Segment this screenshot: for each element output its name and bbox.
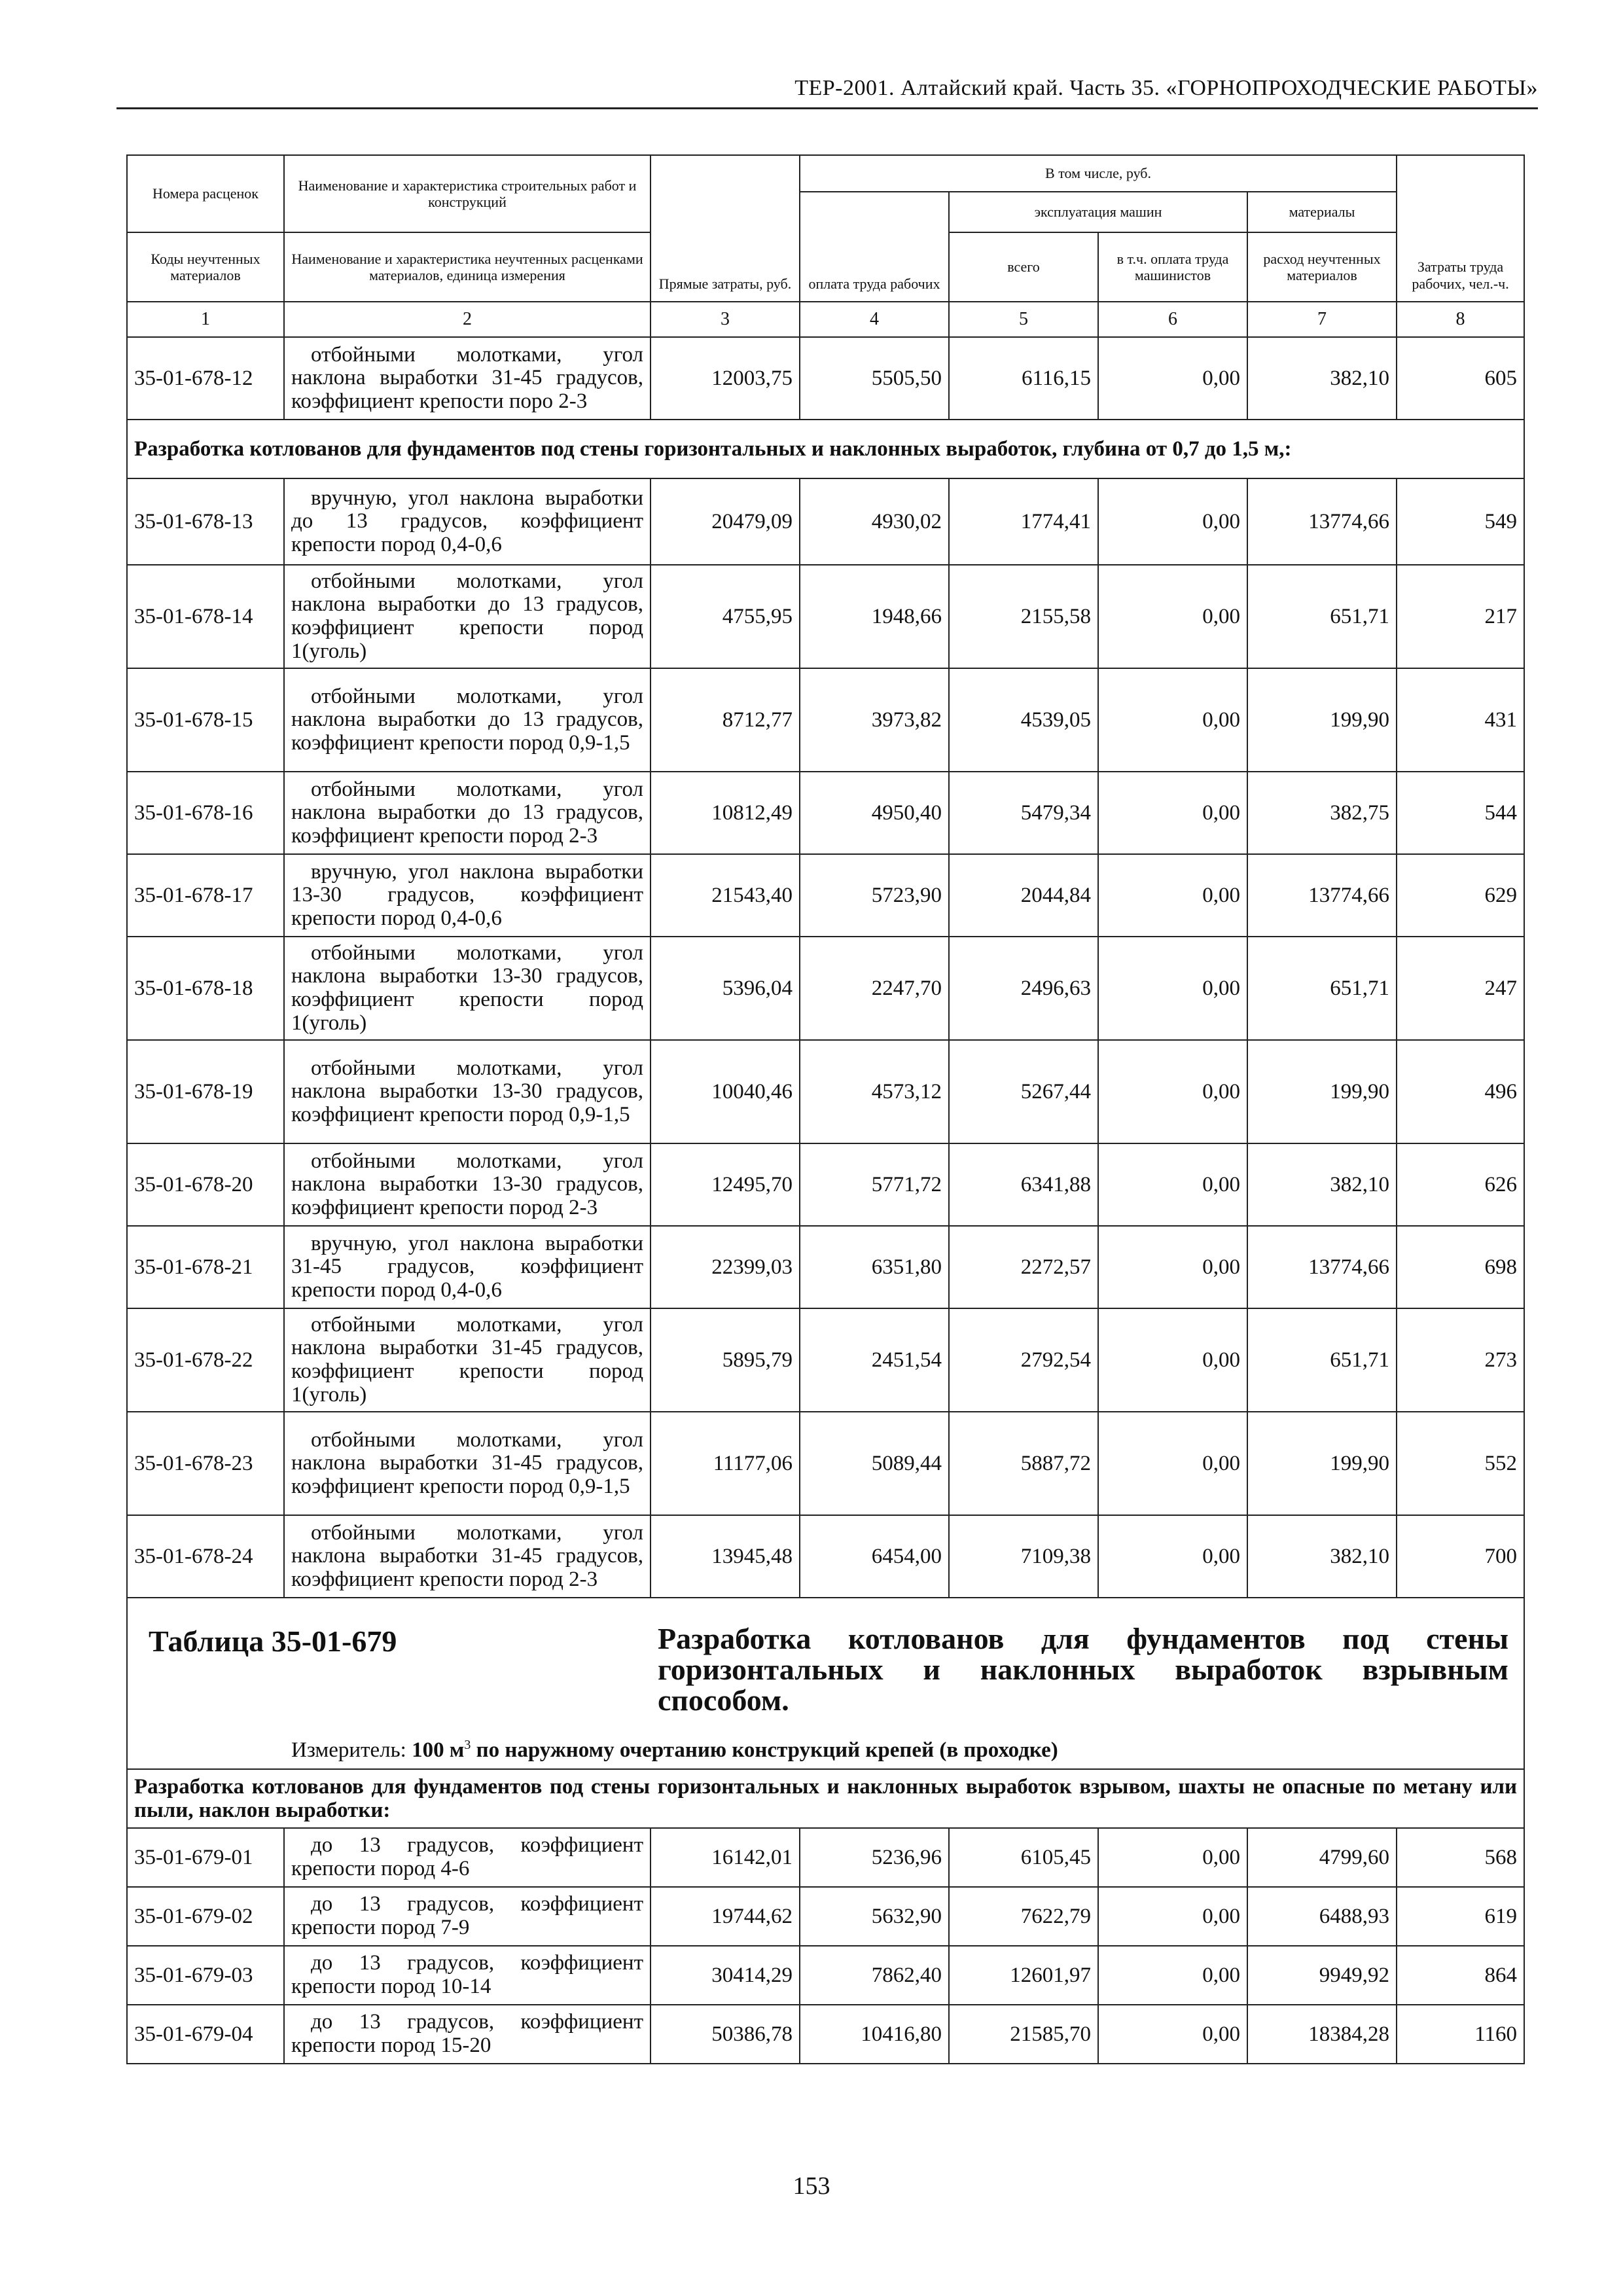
direct-costs: 5895,79 xyxy=(651,1308,800,1412)
operator-wages: 0,00 xyxy=(1098,854,1247,937)
materials-cost: 651,71 xyxy=(1247,1308,1397,1412)
page-number: 153 xyxy=(793,2172,830,2200)
work-description xyxy=(284,937,651,1040)
work-description xyxy=(284,854,651,937)
work-description-text: отбойными молотками, угол наклона выработки до 13 градусов, коэффициент крепости пород 1(уголь) xyxy=(291,569,643,663)
work-description-text: до 13 градусов, коэффициент крепости пород 4-6 xyxy=(291,1833,643,1880)
table-row xyxy=(127,2005,1524,2064)
header-col6: в т.ч. оплата труда машинистов xyxy=(1098,232,1247,302)
labor-wages: 10416,80 xyxy=(800,2005,949,2064)
rate-code: 35-01-678-12 xyxy=(127,337,284,420)
materials-cost: 382,10 xyxy=(1247,1515,1397,1598)
direct-costs: 12495,70 xyxy=(651,1143,800,1226)
column-number: 7 xyxy=(1247,302,1397,337)
operator-wages: 0,00 xyxy=(1098,1040,1247,1143)
running-head-rule xyxy=(116,69,1538,109)
table-row xyxy=(127,1515,1524,1598)
rate-code: 35-01-678-17 xyxy=(127,854,284,937)
labor-wages: 1948,66 xyxy=(800,565,949,668)
machine-operation: 4539,05 xyxy=(949,668,1098,772)
machine-operation: 21585,70 xyxy=(949,2005,1098,2064)
header-col1-top: Номера расценок xyxy=(127,155,284,232)
materials-cost: 13774,66 xyxy=(1247,854,1397,937)
materials-cost: 651,71 xyxy=(1247,565,1397,668)
direct-costs: 10812,49 xyxy=(651,772,800,854)
running-head: ТЕР-2001. Алтайский край. Часть 35. «ГОРНОПРОХОДЧЕСКИЕ РАБОТЫ» xyxy=(794,76,1538,100)
table-row xyxy=(127,1946,1524,2005)
machine-operation: 1774,41 xyxy=(949,478,1098,565)
column-numbers-row xyxy=(127,302,1524,337)
operator-wages: 0,00 xyxy=(1098,565,1247,668)
column-number: 1 xyxy=(127,302,284,337)
materials-cost: 6488,93 xyxy=(1247,1887,1397,1946)
work-description-text: отбойными молотками, угол наклона выработки 13-30 градусов, коэффициент крепости пород 0,9-1,5 xyxy=(291,1056,643,1126)
meter-suffix: по наружному очертанию конструкций крепей (в проходке) xyxy=(476,1738,1058,1762)
labor-wages: 5236,96 xyxy=(800,1828,949,1887)
labor-hours: 619 xyxy=(1397,1887,1524,1946)
machine-operation: 2155,58 xyxy=(949,565,1098,668)
labor-wages: 2451,54 xyxy=(800,1308,949,1412)
machine-operation: 2496,63 xyxy=(949,937,1098,1040)
meter-value: 100 м xyxy=(412,1738,465,1762)
table-row xyxy=(127,1040,1524,1143)
header-col5: всего xyxy=(949,232,1098,302)
header-col4: оплата труда рабочих xyxy=(800,192,949,302)
rate-code: 35-01-678-19 xyxy=(127,1040,284,1143)
header-col1-bottom: Коды неучтенных материалов xyxy=(127,232,284,302)
direct-costs: 20479,09 xyxy=(651,478,800,565)
materials-cost: 199,90 xyxy=(1247,1040,1397,1143)
work-description xyxy=(284,337,651,420)
work-description-text: вручную, угол наклона выработки до 13 градусов, коэффициент крепости пород 0,4-0,6 xyxy=(291,486,643,556)
labor-hours: 217 xyxy=(1397,565,1524,668)
machine-operation: 5887,72 xyxy=(949,1412,1098,1515)
labor-hours: 698 xyxy=(1397,1226,1524,1308)
work-description xyxy=(284,1828,651,1887)
rate-code: 35-01-679-01 xyxy=(127,1828,284,1887)
operator-wages: 0,00 xyxy=(1098,478,1247,565)
operator-wages: 0,00 xyxy=(1098,1412,1247,1515)
direct-costs: 5396,04 xyxy=(651,937,800,1040)
work-description-text: вручную, угол наклона выработки 13-30 градусов, коэффициент крепости пород 0,4-0,6 xyxy=(291,859,643,930)
materials-cost: 18384,28 xyxy=(1247,2005,1397,2064)
labor-hours: 552 xyxy=(1397,1412,1524,1515)
work-description xyxy=(284,1946,651,2005)
work-description-text: до 13 градусов, коэффициент крепости пород 7-9 xyxy=(291,1892,643,1939)
machine-operation: 2272,57 xyxy=(949,1226,1098,1308)
labor-hours: 247 xyxy=(1397,937,1524,1040)
work-description xyxy=(284,478,651,565)
operator-wages: 0,00 xyxy=(1098,1946,1247,2005)
labor-hours: 544 xyxy=(1397,772,1524,854)
rate-code: 35-01-678-18 xyxy=(127,937,284,1040)
work-description xyxy=(284,2005,651,2064)
machine-operation: 12601,97 xyxy=(949,1946,1098,2005)
rate-code: 35-01-678-14 xyxy=(127,565,284,668)
work-description xyxy=(284,1412,651,1515)
work-description xyxy=(284,1226,651,1308)
table-row xyxy=(127,668,1524,772)
table-row xyxy=(127,565,1524,668)
direct-costs: 12003,75 xyxy=(651,337,800,420)
work-description-text: вручную, угол наклона выработки 31-45 градусов, коэффициент крепости пород 0,4-0,6 xyxy=(291,1231,643,1302)
work-description-text: отбойными молотками, угол наклона выработки 31-45 градусов, коэффициент крепости пород 0,9-1,5 xyxy=(291,1427,643,1498)
direct-costs: 30414,29 xyxy=(651,1946,800,2005)
labor-hours: 626 xyxy=(1397,1143,1524,1226)
rates-table xyxy=(126,154,1525,2064)
labor-wages: 5771,72 xyxy=(800,1143,949,1226)
header-machines: эксплуатация машин xyxy=(949,192,1247,232)
table-row xyxy=(127,337,1524,420)
direct-costs: 4755,95 xyxy=(651,565,800,668)
table-row xyxy=(127,1308,1524,1412)
header-group: В том числе, руб. xyxy=(800,155,1397,192)
materials-cost: 199,90 xyxy=(1247,668,1397,772)
table-679-heading xyxy=(127,1598,1524,1769)
table-row xyxy=(127,1226,1524,1308)
labor-hours: 496 xyxy=(1397,1040,1524,1143)
table-row xyxy=(127,772,1524,854)
operator-wages: 0,00 xyxy=(1098,1828,1247,1887)
column-number: 8 xyxy=(1397,302,1524,337)
operator-wages: 0,00 xyxy=(1098,937,1247,1040)
labor-wages: 7862,40 xyxy=(800,1946,949,2005)
machine-operation: 2044,84 xyxy=(949,854,1098,937)
operator-wages: 0,00 xyxy=(1098,2005,1247,2064)
meter-sup: 3 xyxy=(464,1738,471,1752)
rate-code: 35-01-679-02 xyxy=(127,1887,284,1946)
rate-code: 35-01-679-04 xyxy=(127,2005,284,2064)
header-col2-top: Наименование и характеристика строительных работ и конструкций xyxy=(284,155,651,232)
materials-cost: 651,71 xyxy=(1247,937,1397,1040)
materials-cost: 4799,60 xyxy=(1247,1828,1397,1887)
work-description xyxy=(284,1515,651,1598)
operator-wages: 0,00 xyxy=(1098,1143,1247,1226)
labor-hours: 568 xyxy=(1397,1828,1524,1887)
operator-wages: 0,00 xyxy=(1098,1308,1247,1412)
rate-code: 35-01-678-13 xyxy=(127,478,284,565)
labor-wages: 3973,82 xyxy=(800,668,949,772)
meter-prefix: Измеритель: xyxy=(291,1738,406,1762)
column-number: 2 xyxy=(284,302,651,337)
machine-operation: 5267,44 xyxy=(949,1040,1098,1143)
rate-code: 35-01-678-15 xyxy=(127,668,284,772)
work-description-text: отбойными молотками, угол наклона выработки 31-45 градусов, коэффициент крепости пород 2-3 xyxy=(291,1520,643,1591)
rate-code: 35-01-679-03 xyxy=(127,1946,284,2005)
direct-costs: 16142,01 xyxy=(651,1828,800,1887)
rate-code: 35-01-678-21 xyxy=(127,1226,284,1308)
rate-code: 35-01-678-16 xyxy=(127,772,284,854)
work-description xyxy=(284,772,651,854)
labor-hours: 629 xyxy=(1397,854,1524,937)
machine-operation: 5479,34 xyxy=(949,772,1098,854)
work-description-text: отбойными молотками, угол наклона выработки 31-45 градусов, коэффициент крепости пород 1(уголь) xyxy=(291,1312,643,1407)
section-heading: Разработка котлованов для фундаментов под стены горизонтальных и наклонных выработок взрывом, шахты не опасные по метану или пыли, наклон выработки: xyxy=(127,1769,1524,1828)
rate-code: 35-01-678-22 xyxy=(127,1308,284,1412)
materials-cost: 382,10 xyxy=(1247,1143,1397,1226)
operator-wages: 0,00 xyxy=(1098,668,1247,772)
work-description-text: отбойными молотками, угол наклона выработки до 13 градусов, коэффициент крепости пород 2-3 xyxy=(291,777,643,848)
labor-wages: 4930,02 xyxy=(800,478,949,565)
direct-costs: 50386,78 xyxy=(651,2005,800,2064)
labor-wages: 6454,00 xyxy=(800,1515,949,1598)
machine-operation: 6105,45 xyxy=(949,1828,1098,1887)
labor-wages: 5632,90 xyxy=(800,1887,949,1946)
work-description xyxy=(284,565,651,668)
labor-hours: 549 xyxy=(1397,478,1524,565)
work-description xyxy=(284,1887,651,1946)
rate-code: 35-01-678-20 xyxy=(127,1143,284,1226)
header-col8: Затраты труда рабочих, чел.-ч. xyxy=(1397,155,1524,302)
materials-cost: 9949,92 xyxy=(1247,1946,1397,2005)
materials-cost: 13774,66 xyxy=(1247,478,1397,565)
work-description xyxy=(284,668,651,772)
machine-operation: 2792,54 xyxy=(949,1308,1098,1412)
materials-cost: 199,90 xyxy=(1247,1412,1397,1515)
table-row xyxy=(127,478,1524,565)
labor-hours: 431 xyxy=(1397,668,1524,772)
labor-wages: 2247,70 xyxy=(800,937,949,1040)
work-description-text: отбойными молотками, угол наклона выработки 13-30 градусов, коэффициент крепости пород 2-3 xyxy=(291,1149,643,1219)
table-row xyxy=(127,1828,1524,1887)
labor-wages: 5089,44 xyxy=(800,1412,949,1515)
header-materials: материалы xyxy=(1247,192,1397,232)
header-col7: расход неучтенных материалов xyxy=(1247,232,1397,302)
table-row xyxy=(127,1412,1524,1515)
direct-costs: 13945,48 xyxy=(651,1515,800,1598)
operator-wages: 0,00 xyxy=(1098,1226,1247,1308)
machine-operation: 7622,79 xyxy=(949,1887,1098,1946)
direct-costs: 8712,77 xyxy=(651,668,800,772)
operator-wages: 0,00 xyxy=(1098,1515,1247,1598)
machine-operation: 7109,38 xyxy=(949,1515,1098,1598)
direct-costs: 21543,40 xyxy=(651,854,800,937)
table-label: Таблица 35-01-679 xyxy=(149,1624,397,1658)
column-number: 3 xyxy=(651,302,800,337)
table-679-heading-row xyxy=(127,1598,1524,1769)
materials-cost: 382,10 xyxy=(1247,337,1397,420)
direct-costs: 10040,46 xyxy=(651,1040,800,1143)
column-number: 6 xyxy=(1098,302,1247,337)
work-description xyxy=(284,1143,651,1226)
table-row xyxy=(127,1887,1524,1946)
work-description-text: отбойными молотками, угол наклона выработки 13-30 градусов, коэффициент крепости пород 1(уголь) xyxy=(291,941,643,1035)
work-description-text: до 13 градусов, коэффициент крепости пород 15-20 xyxy=(291,2010,643,2057)
column-number: 5 xyxy=(949,302,1098,337)
labor-wages: 4573,12 xyxy=(800,1040,949,1143)
table-title: Разработка котлованов для фундаментов под стены горизонтальных и наклонных выработок взрывным способом. xyxy=(658,1622,1508,1717)
machine-operation: 6116,15 xyxy=(949,337,1098,420)
direct-costs: 19744,62 xyxy=(651,1887,800,1946)
work-description xyxy=(284,1040,651,1143)
labor-hours: 1160 xyxy=(1397,2005,1524,2064)
work-description-text: до 13 градусов, коэффициент крепости пород 10-14 xyxy=(291,1951,643,1998)
direct-costs: 22399,03 xyxy=(651,1226,800,1308)
labor-wages: 6351,80 xyxy=(800,1226,949,1308)
materials-cost: 382,75 xyxy=(1247,772,1397,854)
header-col3: Прямые затраты, руб. xyxy=(651,155,800,302)
work-description-text: отбойными молотками, угол наклона выработки 31-45 градусов, коэффициент крепости поро 2-3 xyxy=(291,342,643,413)
labor-hours: 700 xyxy=(1397,1515,1524,1598)
labor-hours: 273 xyxy=(1397,1308,1524,1412)
machine-operation: 6341,88 xyxy=(949,1143,1098,1226)
labor-wages: 4950,40 xyxy=(800,772,949,854)
operator-wages: 0,00 xyxy=(1098,337,1247,420)
work-description xyxy=(284,1308,651,1412)
table-row xyxy=(127,937,1524,1040)
direct-costs: 11177,06 xyxy=(651,1412,800,1515)
section-heading: Разработка котлованов для фундаментов под стены горизонтальных и наклонных выработок, глубина от 0,7 до 1,5 м,: xyxy=(127,420,1524,478)
work-description-text: отбойными молотками, угол наклона выработки до 13 градусов, коэффициент крепости пород 0,9-1,5 xyxy=(291,684,643,755)
header-col2-bottom: Наименование и характеристика неучтенных расценками материалов, единица измерения xyxy=(284,232,651,302)
section-row xyxy=(127,420,1524,478)
unit-of-measure xyxy=(291,1738,1058,1763)
labor-hours: 864 xyxy=(1397,1946,1524,2005)
operator-wages: 0,00 xyxy=(1098,1887,1247,1946)
rate-code: 35-01-678-24 xyxy=(127,1515,284,1598)
labor-hours: 605 xyxy=(1397,337,1524,420)
table-row xyxy=(127,854,1524,937)
labor-wages: 5505,50 xyxy=(800,337,949,420)
operator-wages: 0,00 xyxy=(1098,772,1247,854)
table-row xyxy=(127,1143,1524,1226)
labor-wages: 5723,90 xyxy=(800,854,949,937)
column-number: 4 xyxy=(800,302,949,337)
section-row xyxy=(127,1769,1524,1828)
materials-cost: 13774,66 xyxy=(1247,1226,1397,1308)
rate-code: 35-01-678-23 xyxy=(127,1412,284,1515)
